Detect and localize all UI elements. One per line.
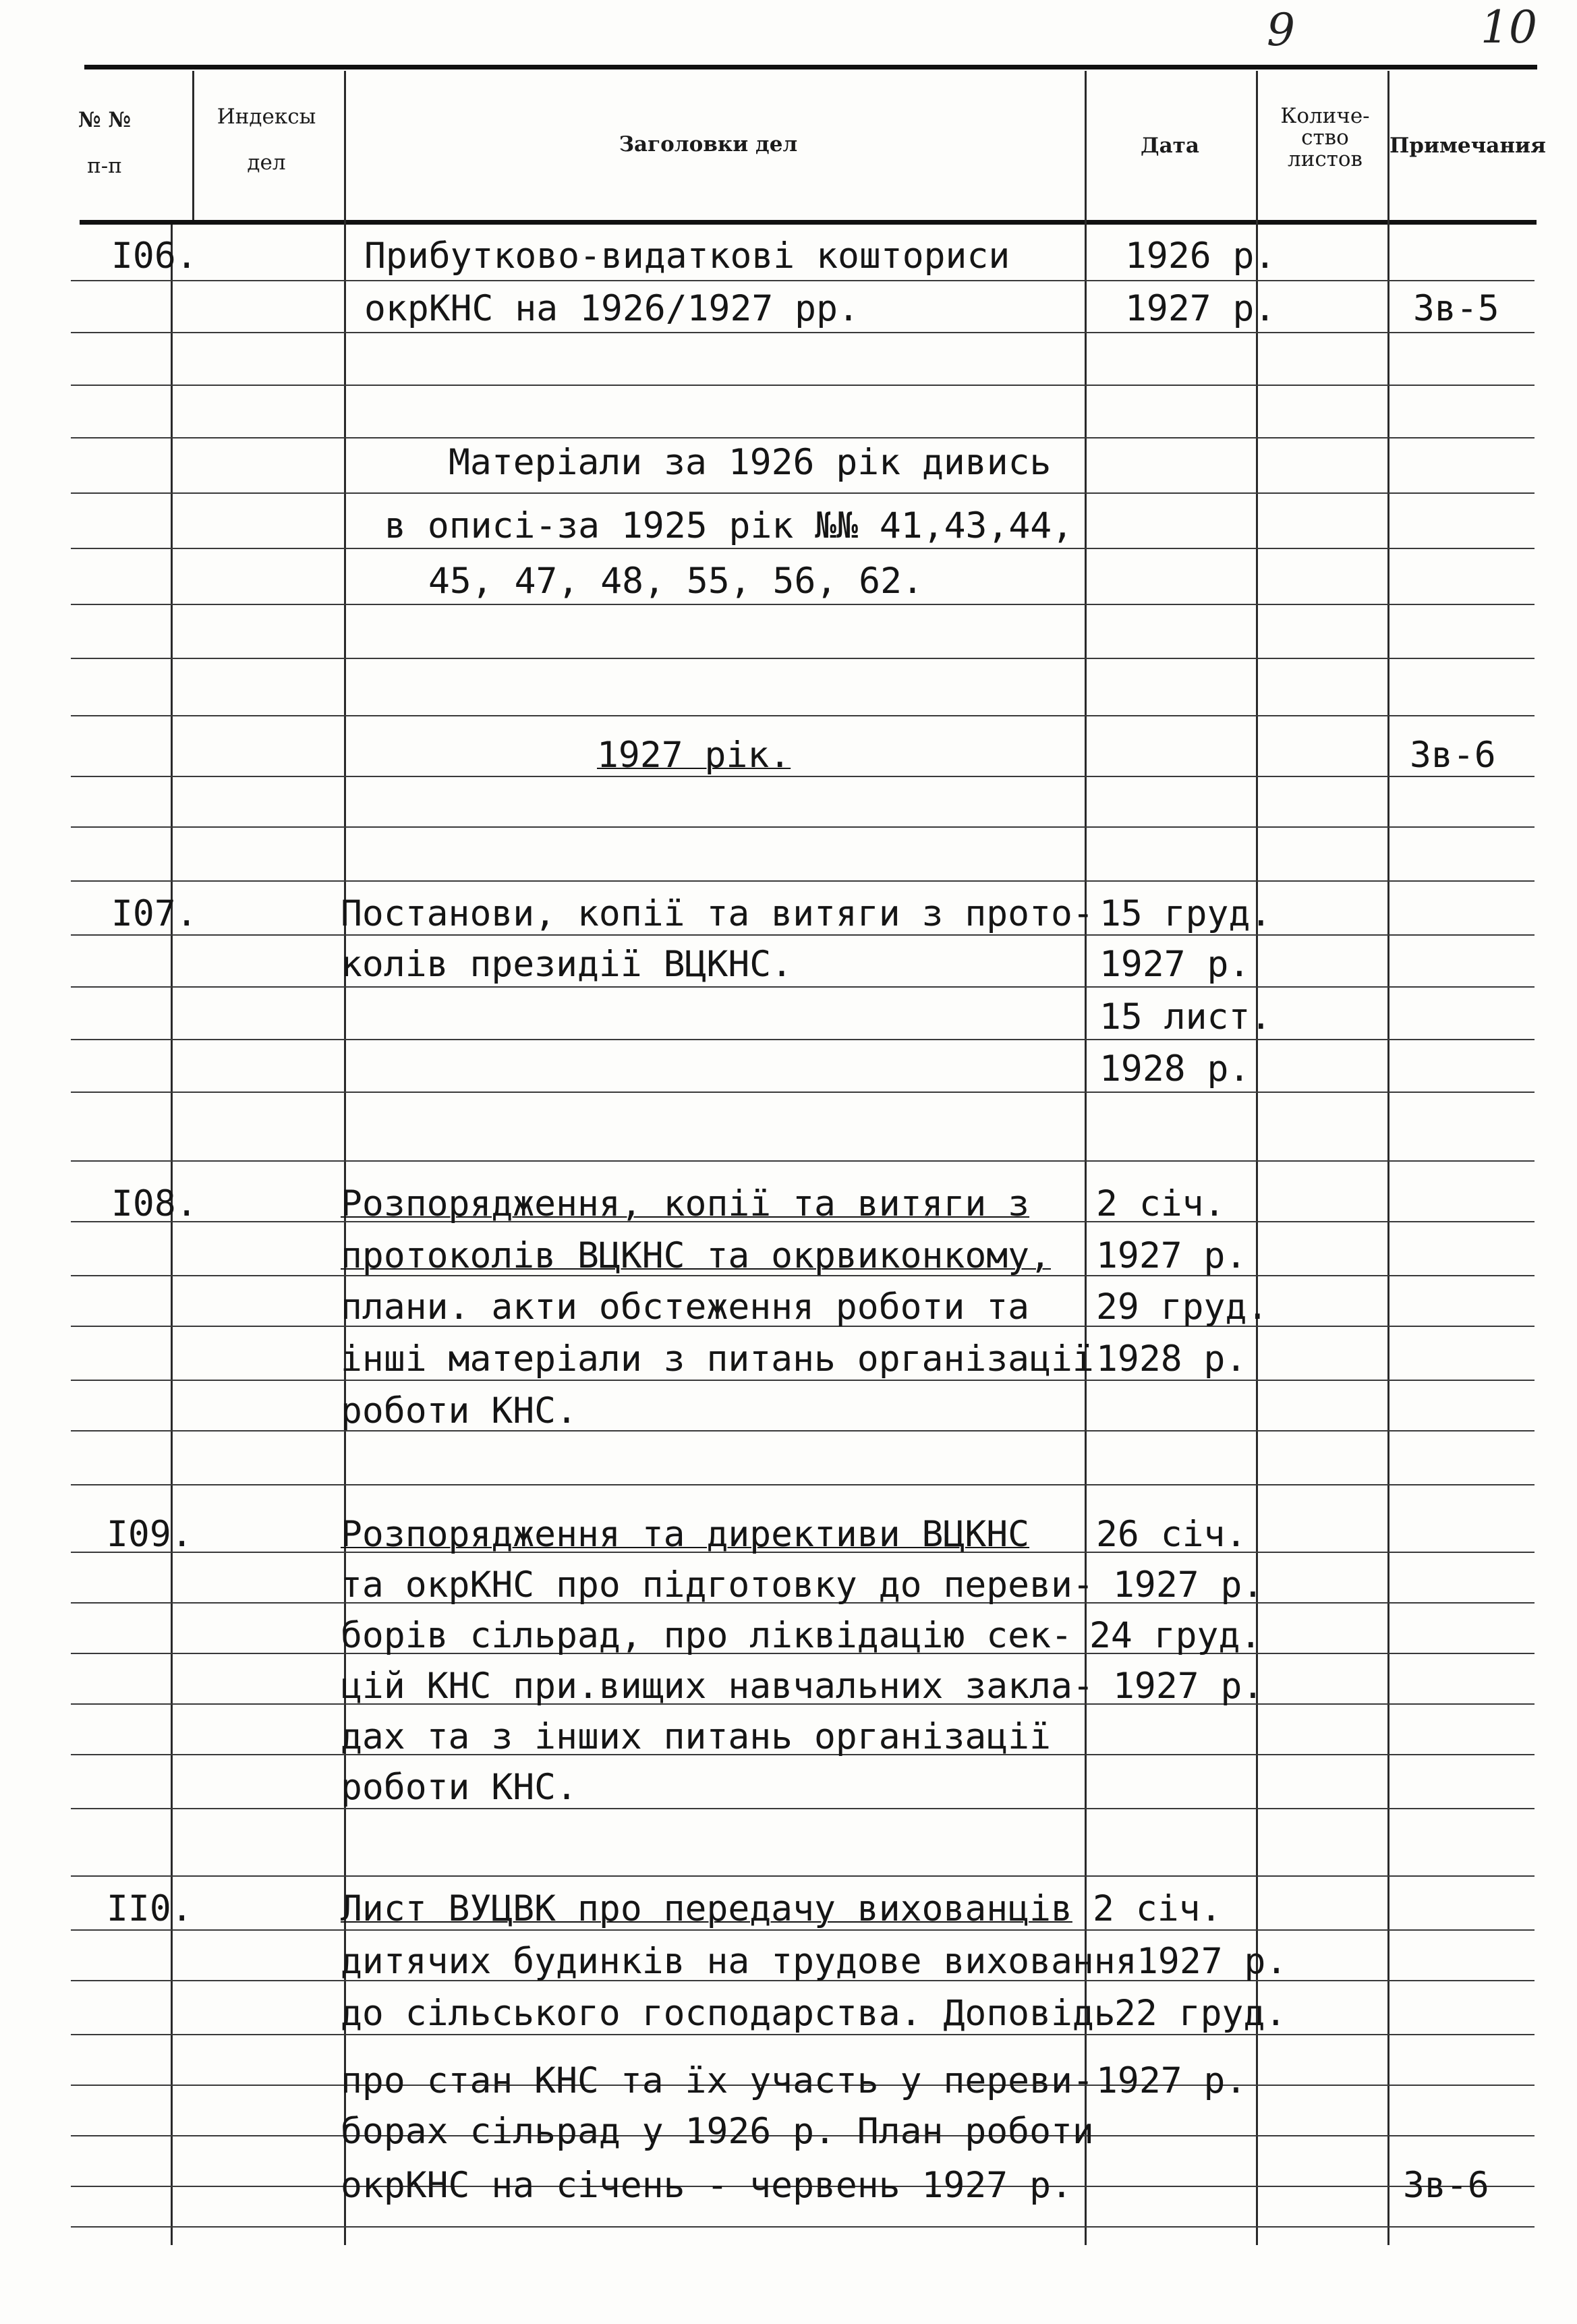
entry-date-line: 1927 р. xyxy=(1113,1564,1264,1606)
entry-date-line: 15 лист. xyxy=(1099,996,1272,1038)
entry-date-line: 2 січ. xyxy=(1096,1183,1226,1224)
entry-title-line: про стан КНС та їх участь у переви- xyxy=(341,2060,1094,2101)
ruled-line xyxy=(71,1484,1535,1485)
entry-title-line: протоколів ВЦКНС та окрвиконкому, xyxy=(341,1235,1051,1276)
ruled-line xyxy=(71,1929,1535,1931)
header-top-rule xyxy=(84,65,1537,69)
entry-date-line: 1927 р. xyxy=(1113,1666,1264,1707)
ruled-line xyxy=(71,280,1535,281)
ruled-line xyxy=(71,604,1535,605)
entry-title-line: дитячих будинків на трудове виховання xyxy=(341,1941,1137,1982)
col-divider-notes xyxy=(1387,71,1389,2245)
col-divider-index-body xyxy=(171,225,173,2245)
entry-date-line: 1928 р. xyxy=(1096,1338,1247,1380)
entry-title-line: борів сільрад, про ліквідацію сек- xyxy=(341,1615,1072,1656)
entry-note: 3в-6 xyxy=(1403,2165,1489,2206)
ruled-line xyxy=(71,492,1535,494)
col-header-count: Количе- ство листов xyxy=(1280,104,1370,171)
header-bottom-rule xyxy=(80,220,1537,225)
entry-date-line: 1927 р. xyxy=(1137,1941,1288,1982)
entry-date-line: 24 груд. xyxy=(1089,1615,1262,1656)
col-header-number: № № п-п xyxy=(78,108,132,178)
entry-title-line: Постанови, копії та витяги з прото- xyxy=(341,893,1094,934)
col-header-index: Индексы дел xyxy=(217,105,316,175)
year-heading: 1927 рік. xyxy=(597,735,791,776)
entry-number: I09. xyxy=(107,1514,193,1555)
entry-date-line: 26 січ. xyxy=(1096,1514,1247,1555)
entry-number: I07. xyxy=(111,893,198,934)
entry-title-line: борах сільрад у 1926 р. План роботи xyxy=(341,2111,1094,2152)
ruled-line xyxy=(71,385,1535,386)
entry-date-line: 1928 р. xyxy=(1099,1048,1251,1089)
ruled-line xyxy=(71,437,1535,438)
printed-page-number: 9 xyxy=(1267,4,1295,56)
col-divider-index xyxy=(192,71,194,220)
entry-title-line: дах та з інших питань організації xyxy=(341,1716,1051,1757)
note-block-line-1: Матеріали за 1926 рік дивись xyxy=(449,442,1052,483)
entry-date-line: 1927 р. xyxy=(1096,2060,1247,2101)
entry-title-line: плани. акти обстеження роботи та xyxy=(341,1286,1030,1328)
entry-title-line: Розпорядження та директиви ВЦКНС xyxy=(341,1514,1030,1555)
col-divider-date xyxy=(1085,71,1087,2245)
ruled-line xyxy=(71,1380,1535,1381)
col-header-date: Дата xyxy=(1141,134,1199,158)
ruled-line xyxy=(71,1430,1535,1432)
entry-number: I08. xyxy=(111,1183,198,1224)
ruled-line xyxy=(71,2226,1535,2228)
col-divider-count xyxy=(1256,71,1258,2245)
entry-date-line: 1926 р. xyxy=(1125,235,1276,277)
ruled-line xyxy=(71,1039,1535,1040)
entry-title-line: Лист ВУЦВК про передачу вихованців xyxy=(341,1888,1072,1929)
ruled-line xyxy=(71,880,1535,882)
entry-date-line: 1927 р. xyxy=(1096,1235,1247,1276)
entry-title-line: інші матеріали з питань організації xyxy=(341,1338,1094,1380)
ruled-line xyxy=(71,1875,1535,1877)
entry-title-line: до сільського господарства. Доповідь xyxy=(341,1993,1116,2034)
ruled-line xyxy=(71,776,1535,777)
ruled-line xyxy=(71,1092,1535,1093)
ruled-line xyxy=(71,986,1535,988)
entry-title-line: колів президії ВЦКНС. xyxy=(341,944,793,985)
entry-title-line: роботи КНС. xyxy=(341,1767,577,1808)
entry-number: I06. xyxy=(111,235,198,277)
handwritten-page-number: 10 xyxy=(1481,1,1537,53)
entry-date-line: 15 груд. xyxy=(1099,893,1272,934)
note-block-line-2: в описі-за 1925 рік №№ 41,43,44, xyxy=(384,505,1074,546)
note-block-line-3: 45, 47, 48, 55, 56, 62. xyxy=(428,561,923,602)
col-header-title: Заголовки дел xyxy=(619,132,798,157)
entry-title-line: роботи КНС. xyxy=(341,1390,577,1432)
entry-title-line: Прибутково-видаткові кошториси xyxy=(364,235,1010,277)
entry-title-line: окрКНС на 1926/1927 рр. xyxy=(364,288,859,329)
ruled-line xyxy=(71,934,1535,936)
ruled-line xyxy=(71,548,1535,549)
ruled-line xyxy=(71,826,1535,828)
ruled-line xyxy=(71,1808,1535,1809)
entry-title-line: цій КНС при.вищих навчальних закла- xyxy=(341,1666,1094,1707)
entry-title-line: Розпорядження, копії та витяги з xyxy=(341,1183,1030,1224)
entry-date-line: 29 груд. xyxy=(1096,1286,1269,1328)
ruled-line xyxy=(71,1160,1535,1162)
entry-date-line: 2 січ. xyxy=(1093,1888,1222,1929)
entry-number: II0. xyxy=(107,1888,193,1929)
ruled-line xyxy=(71,2034,1535,2035)
entry-title-line: окрКНС на січень - червень 1927 р. xyxy=(341,2165,1072,2206)
ruled-line xyxy=(71,715,1535,716)
entry-note: 3в-5 xyxy=(1413,288,1499,329)
col-header-notes: Примечания xyxy=(1389,134,1546,158)
entry-date-line: 1927 р. xyxy=(1125,288,1276,329)
entry-title-line: та окрКНС про підготовку до переви- xyxy=(341,1564,1094,1606)
entry-date-line: 22 груд. xyxy=(1114,1993,1287,2034)
entry-date-line: 1927 р. xyxy=(1099,944,1251,985)
year-heading-note: 3в-6 xyxy=(1410,735,1496,776)
ruled-line xyxy=(71,332,1535,333)
ruled-line xyxy=(71,658,1535,659)
